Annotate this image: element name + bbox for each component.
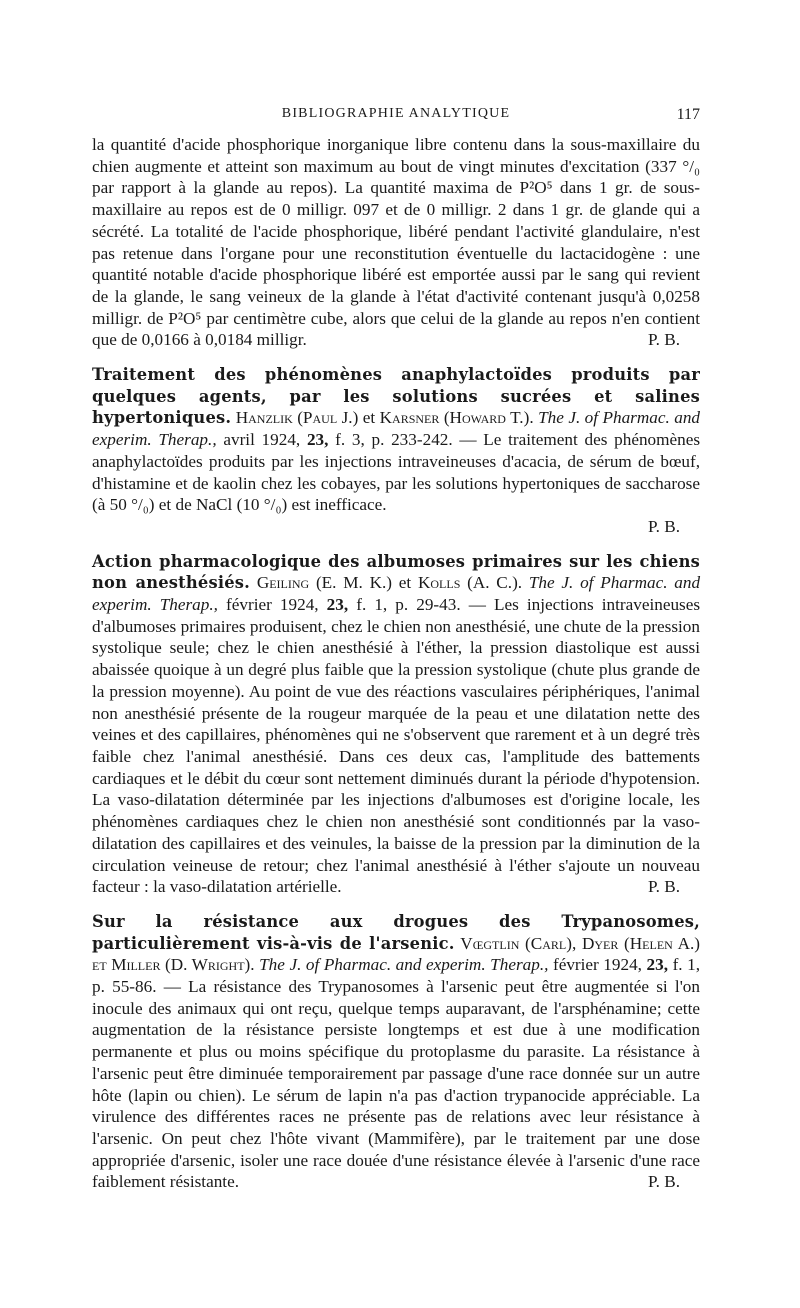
article-body: — Les injections intraveineuses d'albumoses primaires produisent, chez le chien non anesthésié, une chute de la pression systolique seule; chez le chien anesthésié à l'éther, la pression diastolique est aussi abaissée quoique à un degré plus faible que la pression systolique (chute plus grande de la pression moyenne). Au point de vue des réactions vasculaires périphériques, l'animal non anesthésié présente de la rougeur marquée de la peau et une dilatation nette des veines et des capillaires, phénomènes qui ne s'observent que rarement et à un degré très faible chez l'animal anesthésié. Dans ces deux cas, l'amplitude des battements cardiaques et le débit du cœur sont nettement diminués durant la période d'hypotension. La vaso-dilatation déterminée par les injections d'albumoses est d'origine locale, les phénomènes cardiaques chez le chien non anesthésié sont conditionnés par la vaso-dilatation des capillaires et des veinules, la baisse de la pression par la diminution de la circulation veineuse de retour; chez l'animal anesthésié à l'éther s'ajoute un nouveau facteur : la vaso-dilatation artérielle. [92, 595, 701, 897]
journal-name: The J. of Pharmac. and experim. Therap., [259, 955, 549, 975]
citation-volume: 23, [646, 955, 669, 975]
citation-volume: 23, [306, 430, 329, 450]
citation-date: février 1924, [226, 595, 319, 615]
article-entry [92, 364, 700, 538]
article-title: Traitement des phénomènes anaphylactoïdes produits par quelques agents, par les solutions sucrées et salines hypertoniques. [92, 365, 700, 428]
author-conjunction: et [398, 573, 412, 593]
journal-page [92, 100, 700, 1193]
author-conjunction: et [362, 408, 376, 428]
author: Kolls (A. C.). [417, 573, 523, 593]
signature: P. B. [647, 1172, 680, 1192]
citation-pages: f. 3, p. 233-242. [335, 430, 453, 450]
author: Geiling (E. M. K.) [256, 573, 393, 593]
article-entry [92, 911, 700, 1193]
article-entry [92, 551, 700, 898]
citation-date: février 1924, [552, 955, 642, 975]
signature: P. B. [647, 516, 680, 536]
running-title: BIBLIOGRAPHIE ANALYTIQUE [281, 106, 511, 121]
citation-pages: f. 1, p. 55-86. [92, 955, 701, 997]
signature: P. B. [647, 330, 680, 350]
article-body: — Le traitement des phénomènes anaphylactoïdes produits par les injections intraveineuses d'acacia, de sérum de bœuf, d'histamine et de kaolin chez les cobayes, par les solutions hypertoniques de saccharose (à 50 °/₀) et de NaCl (10 °/₀) est inefficace. [92, 430, 701, 515]
article-body: — La résistance des Trypanosomes à l'arsenic peut être augmentée si l'on inocule des animaux qui ont reçu, quelque temps auparavant, de l'arsphénamine; cette augmentation de la résistance persiste longtemps et est due à une modification permanente et plus ou moins spécifique du protoplasme du parasite. La résistance à l'arsenic peut être diminuée temporairement par passage d'une race donnée sur un autre hôte (lapin ou chien). Le sérum de lapin n'a pas d'action trypanocide appréciable. La virulence des différentes races ne présente pas de relations avec leur résistance à l'arsenic. On peut chez l'hôte vivant (Mammifère), par le traitement par une dose appropriée d'arsenic, isoler une race douée d'une résistance élevée à l'arsenic d'une race faiblement résistante. [92, 977, 700, 1192]
article-title: Action pharmacologique des albumoses primaires sur les chiens non anesthésiés. [92, 551, 700, 593]
journal-name: The J. of Pharmac. and experim. Therap., [92, 573, 701, 615]
page-number: 117 [676, 106, 700, 123]
running-header [92, 100, 700, 128]
journal-name: The J. of Pharmac. and experim. Therap., [92, 408, 701, 450]
article-title: Sur la résistance aux drogues des Trypanosomes, particulièrement vis-à-vis de l'arsenic. [92, 911, 700, 953]
intro-section [92, 134, 700, 351]
author: Vœgtlin (Carl), [460, 933, 577, 953]
author: Hanzlik (Paul J.) [235, 408, 359, 428]
intro-text: la quantité d'acide phosphorique inorganique libre contenu dans la sous-maxillaire du chien augmente et atteint son maximum au bout de vingt minutes d'excitation (337 °/₀ par rapport à la glande au repos). La quantité maxima de P²O⁵ dans 1 gr. de sous-maxillaire au repos est de 0 milligr. 097 et de 0 milligr. 2 dans 1 gr. de glande qui a sécrété. La totalité de l'acide phosphorique, libéré pendant l'activité glandulaire, n'est pas retenue dans l'organe pour une reconstitution éventuelle du lactacidogène : une quantité notable d'acide phosphorique libéré est emportée aussi par le sang qui revient de la glande, le sang veineux de la glande à l'état d'activité contenant jusqu'à 0,0258 milligr. de P²O⁵ par centimètre cube, alors que celui de la glande au repos n'en contient que de 0,0166 à 0,0184 milligr. [92, 135, 700, 350]
citation-pages: f. 1, p. 29-43. [356, 595, 461, 615]
author: Dyer (Helen A.) et Miller (D. Wright). [92, 933, 701, 975]
signature: P. B. [647, 877, 680, 897]
citation-volume: 23, [326, 595, 349, 615]
author: Karsner (Howard T.). [379, 408, 534, 428]
citation-date: avril 1924, [223, 430, 301, 450]
